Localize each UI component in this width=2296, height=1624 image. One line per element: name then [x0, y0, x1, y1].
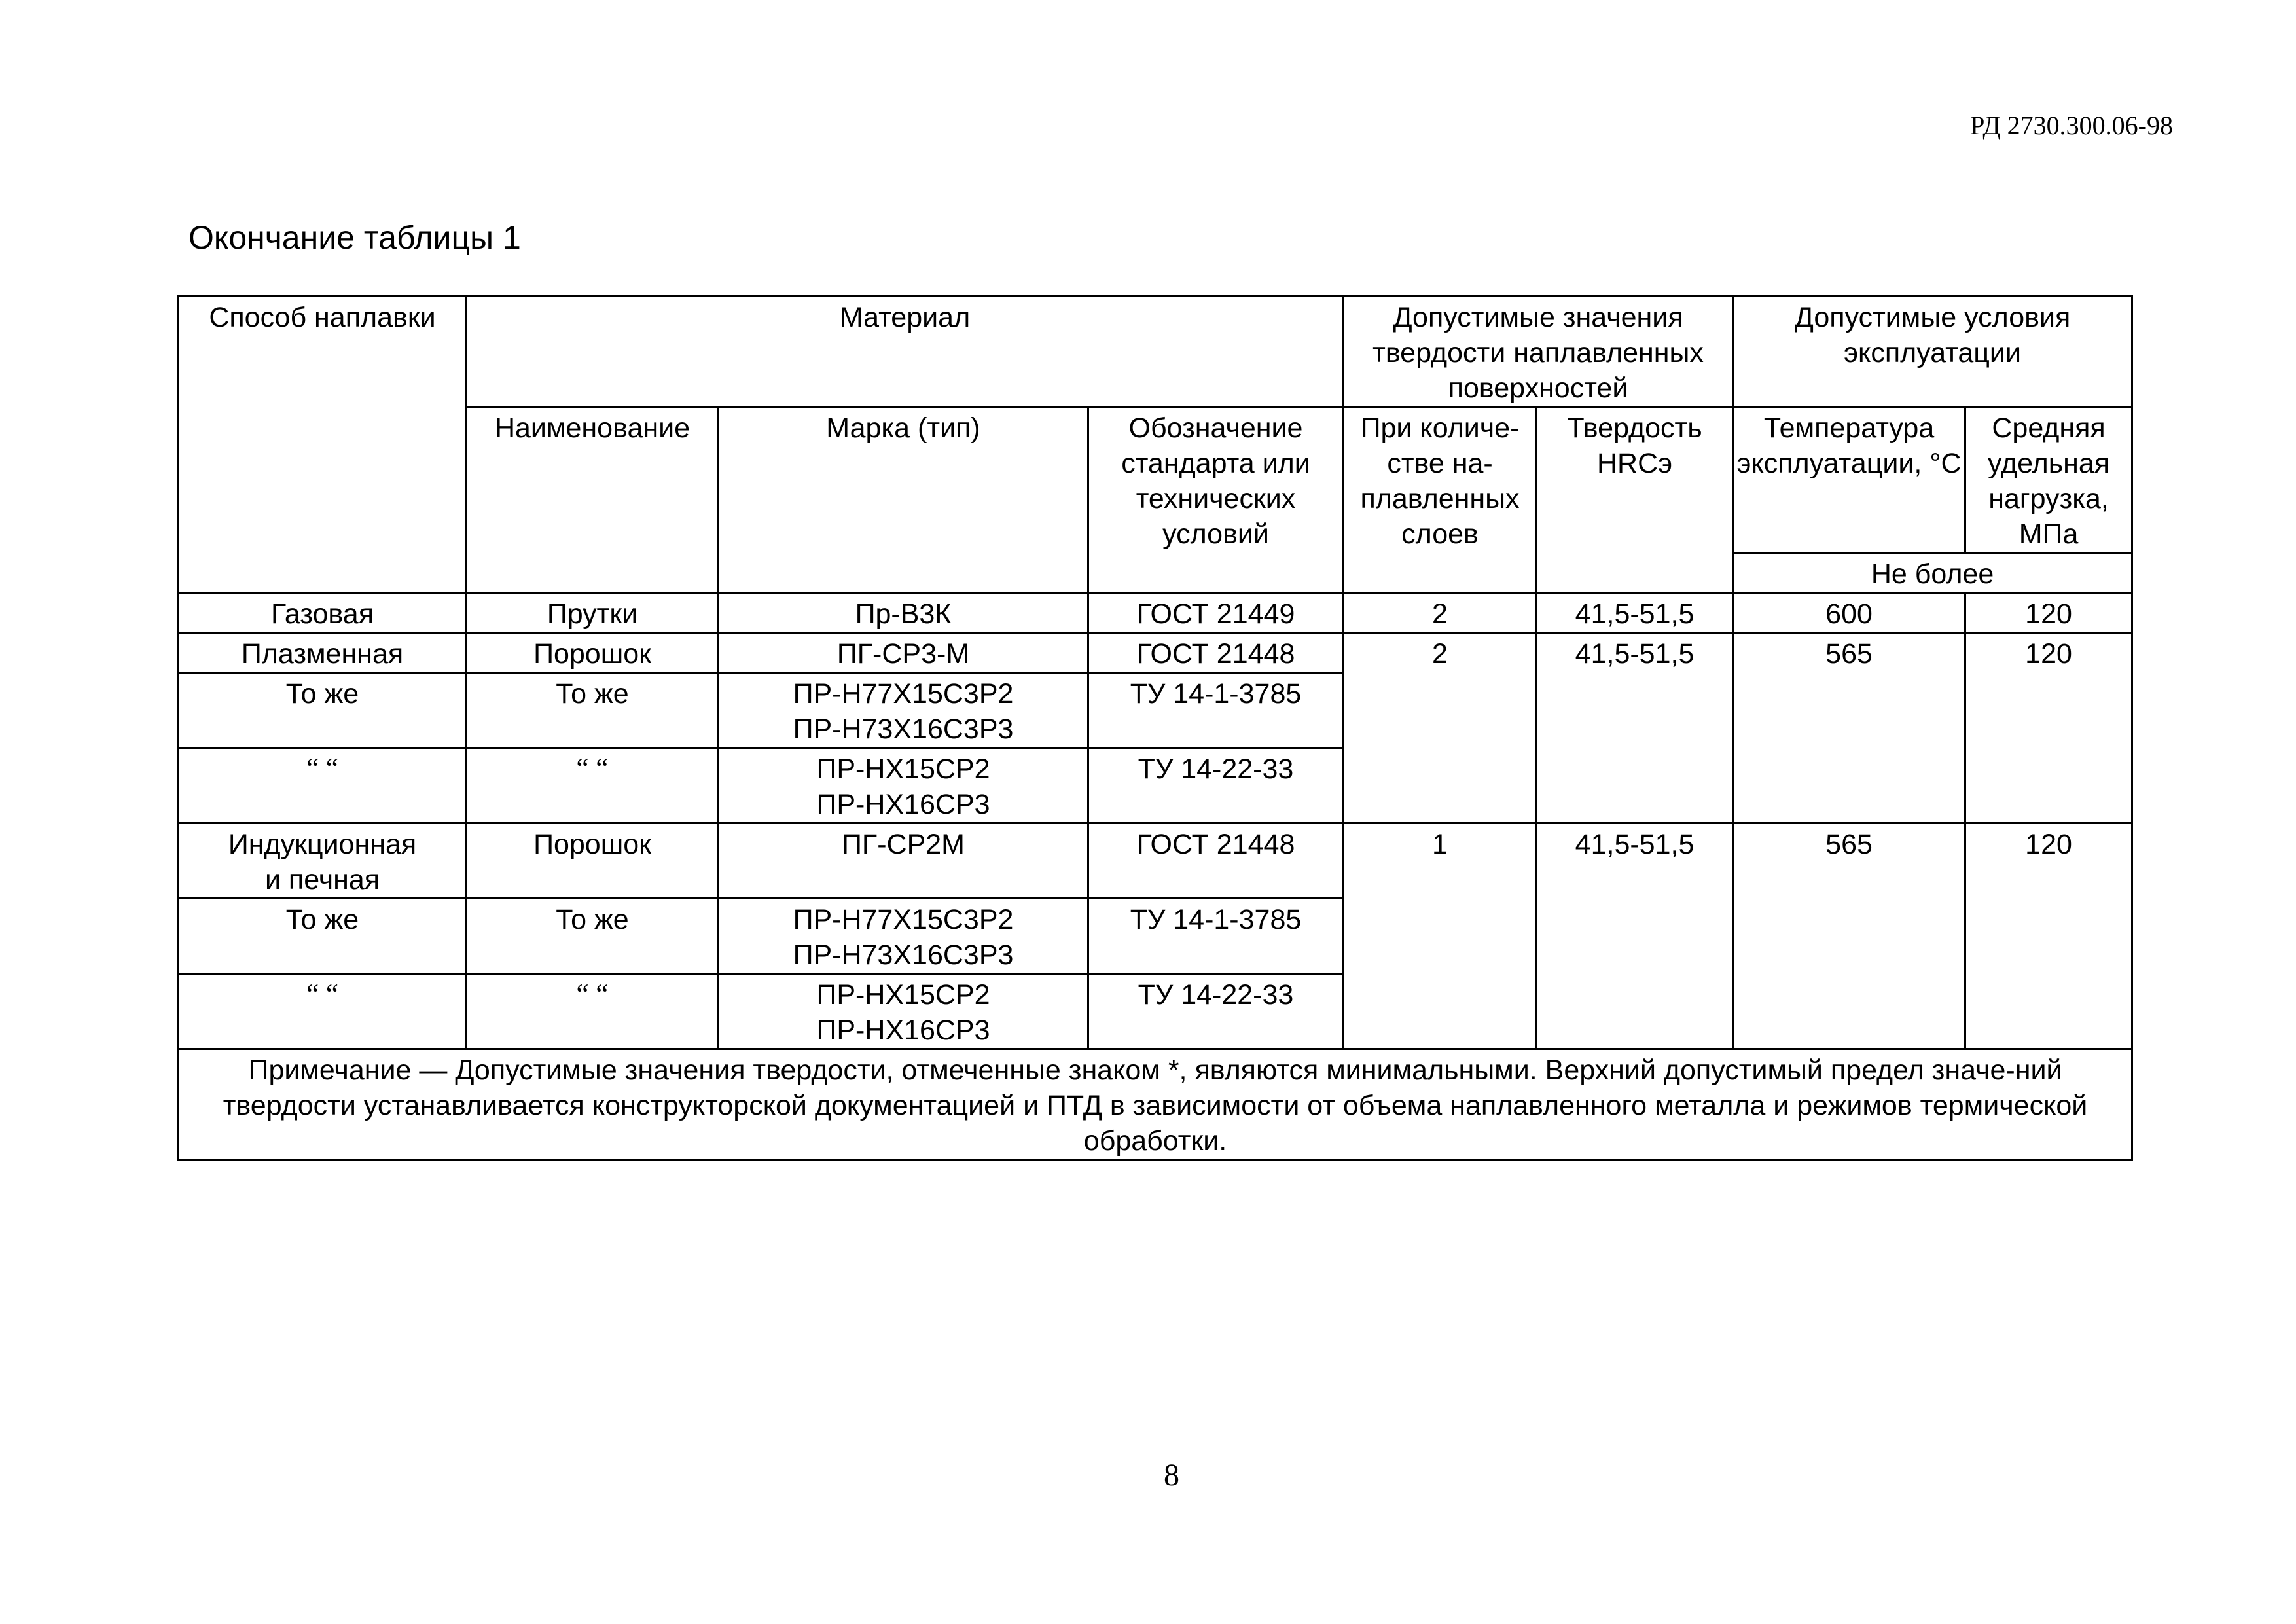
- table-row: [179, 633, 2132, 673]
- cell-name: Порошок: [467, 823, 719, 899]
- header-max-note: Не более: [1733, 553, 2132, 593]
- header-hardness: Твердость HRCэ: [1537, 407, 1733, 593]
- cell-load: 120: [1965, 633, 2132, 823]
- cell-load: 120: [1965, 823, 2132, 1049]
- grade-line: ПР-Н77Х15С3Р2: [793, 904, 1014, 935]
- cell-grade: ПГ-СР2М: [719, 823, 1088, 899]
- cell-grade: [719, 748, 1088, 823]
- grade-line: ПР-НХ15СР2: [816, 979, 990, 1011]
- table-row: [179, 823, 2132, 899]
- cell-standard: ТУ 14-22-33: [1088, 974, 1344, 1049]
- table-caption: Окончание таблицы 1: [188, 219, 521, 256]
- cell-method: То же: [179, 899, 467, 974]
- cell-method: Плазменная: [179, 633, 467, 673]
- table-row: [179, 593, 2132, 633]
- header-hardness-group: Допустимые значения твердости наплавленных поверхностей: [1344, 297, 1733, 407]
- cell-load: 120: [1965, 593, 2132, 633]
- cell-standard: ТУ 14-1-3785: [1088, 899, 1344, 974]
- header-grade: Марка (тип): [719, 407, 1088, 593]
- header-row-1: [179, 297, 2132, 407]
- grade-line: ПР-НХ16СР3: [816, 1015, 990, 1046]
- cell-hardness: 41,5-51,5: [1537, 823, 1733, 1049]
- cell-temperature: 565: [1733, 823, 1965, 1049]
- page-number: 8: [1164, 1458, 1179, 1492]
- surfacing-table: [177, 295, 2133, 1161]
- cell-standard: ГОСТ 21449: [1088, 593, 1344, 633]
- cell-name: Прутки: [467, 593, 719, 633]
- cell-standard: ТУ 14-1-3785: [1088, 673, 1344, 748]
- header-method: Способ наплавки: [179, 297, 467, 593]
- header-row-2: [179, 407, 2132, 553]
- cell-hardness: 41,5-51,5: [1537, 633, 1733, 823]
- cell-standard: ГОСТ 21448: [1088, 633, 1344, 673]
- cell-standard: ГОСТ 21448: [1088, 823, 1344, 899]
- grade-line: ПР-Н73Х16С3Р3: [793, 939, 1014, 971]
- cell-method-ditto: “ “: [179, 748, 467, 823]
- cell-temperature: 565: [1733, 633, 1965, 823]
- cell-name: То же: [467, 899, 719, 974]
- header-name: Наименование: [467, 407, 719, 593]
- document-code: РД 2730.300.06-98: [1970, 111, 2173, 140]
- cell-method: [179, 823, 467, 899]
- header-load: Средняя удельная нагрузка, МПа: [1965, 407, 2132, 553]
- note-row: [179, 1049, 2132, 1160]
- method-line: и печная: [264, 864, 380, 895]
- header-conditions-group: Допустимые условия эксплуатации: [1733, 297, 2132, 407]
- cell-name-ditto: “ “: [467, 974, 719, 1049]
- cell-name: Порошок: [467, 633, 719, 673]
- cell-temperature: 600: [1733, 593, 1965, 633]
- grade-line: ПР-Н73Х16С3Р3: [793, 713, 1014, 745]
- cell-name: То же: [467, 673, 719, 748]
- cell-method: Газовая: [179, 593, 467, 633]
- cell-grade: [719, 673, 1088, 748]
- header-layers: При количе-стве на-плавленных слоев: [1344, 407, 1537, 593]
- cell-grade: [719, 974, 1088, 1049]
- cell-name-ditto: “ “: [467, 748, 719, 823]
- table-note: Примечание — Допустимые значения твердости, отмеченные знаком *, являются минимальными. Верхний допустимый предел значе-ний твердости устанавливается конструкторской документацией и ПТД в зависимости от объема наплавленного металла и режимов термической обработки.: [179, 1049, 2132, 1160]
- header-material: Материал: [467, 297, 1344, 407]
- cell-method: То же: [179, 673, 467, 748]
- cell-layers: 1: [1344, 823, 1537, 1049]
- cell-grade: ПГ-СР3-М: [719, 633, 1088, 673]
- cell-layers: 2: [1344, 593, 1537, 633]
- method-line: Индукционная: [228, 829, 417, 860]
- grade-line: ПР-НХ15СР2: [816, 753, 990, 785]
- cell-hardness: 41,5-51,5: [1537, 593, 1733, 633]
- header-temperature: Температура эксплуатации, °С: [1733, 407, 1965, 553]
- header-standard: Обозначение стандарта или технических условий: [1088, 407, 1344, 593]
- cell-grade: Пр-В3К: [719, 593, 1088, 633]
- cell-grade: [719, 899, 1088, 974]
- cell-method-ditto: “ “: [179, 974, 467, 1049]
- cell-layers: 2: [1344, 633, 1537, 823]
- cell-standard: ТУ 14-22-33: [1088, 748, 1344, 823]
- grade-line: ПР-Н77Х15С3Р2: [793, 678, 1014, 710]
- grade-line: ПР-НХ16СР3: [816, 789, 990, 820]
